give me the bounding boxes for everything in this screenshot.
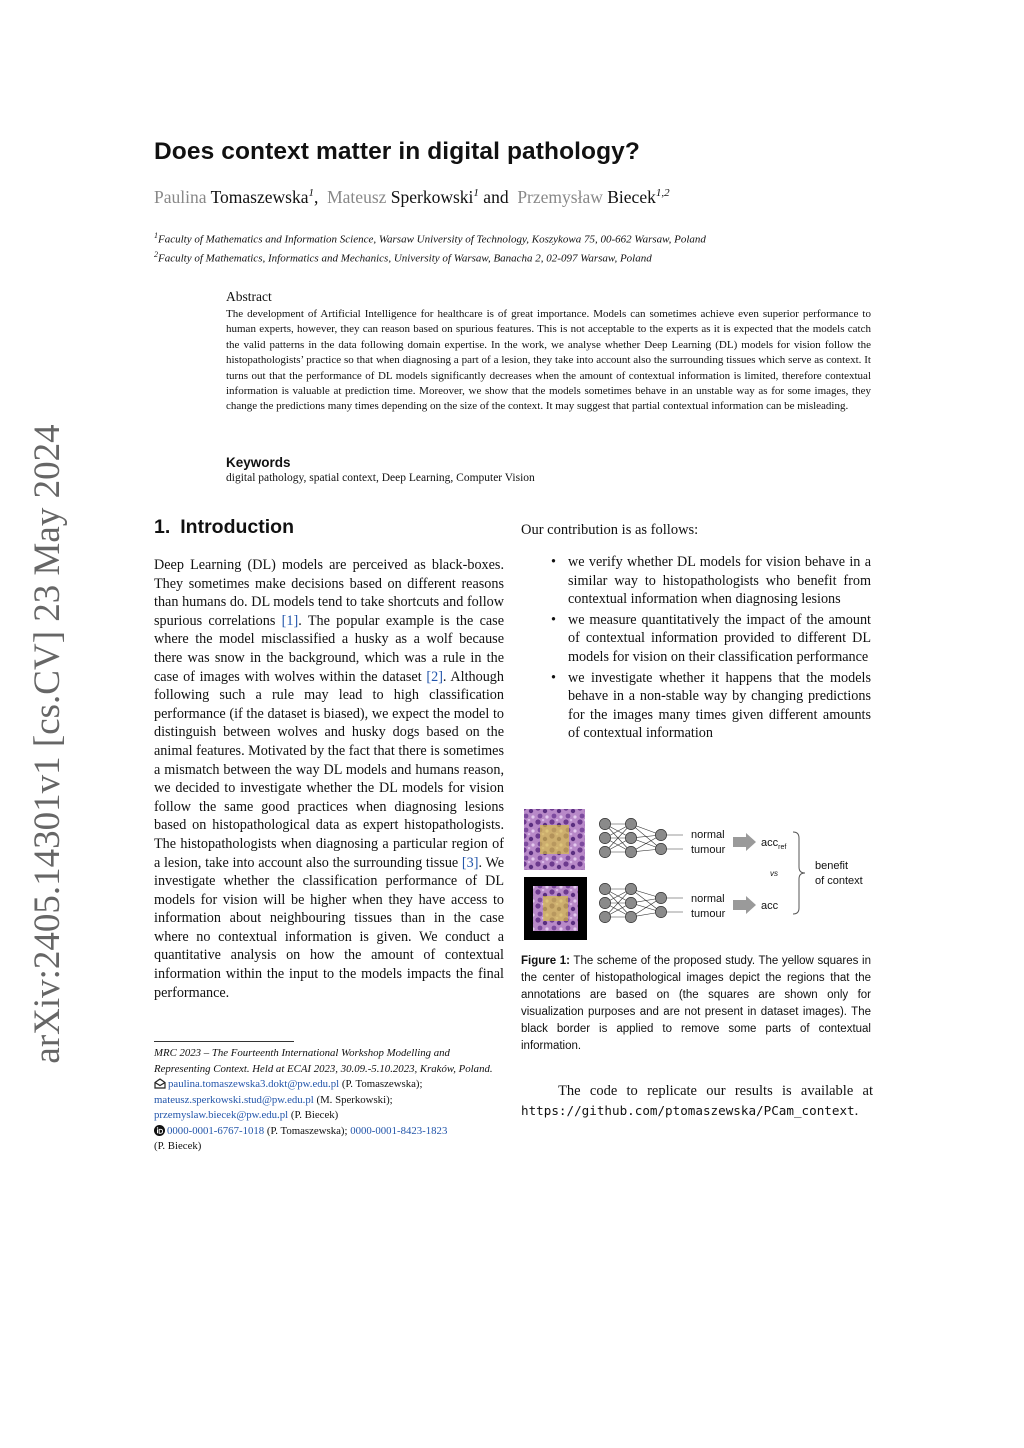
affiliation-number: 1 [154,231,158,240]
intro-text: . Although following such a rule may lead to high classification performance (if the dataset is biased), we expect the model to distinguish between wolves and husky dogs based on the animal features. Motivated by the fact that there is sometimes a mismatch between the way DL models and humans reason, we decided to investigate whether the DL models for vision follow the same good practices when diagnosing lesions based on histopathological data as expert histopathologists. The histopathologists when diagnosing a particular region of a lesion, take into account also the surrounding tissue [154,668,504,871]
affiliation-text: Faculty of Mathematics and Information Science, Warsaw University of Technology, Koszykowa 75, 00-662 Warsaw, Poland [158,233,706,246]
orcid-owner: (P. Tomaszewska); [266,1124,348,1137]
envelope-icon [154,1078,166,1089]
author-given: Paulina [154,187,207,207]
code-availability [521,1082,873,1121]
code-text: The code to replicate our results is available at [558,1083,873,1099]
list-item-text: we verify whether DL models for vision behave in a similar way to histopathologists who benefit from contextual information when diagnosing lesions [568,554,871,608]
list-item [551,553,871,609]
affiliation [154,231,706,246]
orcid-link[interactable]: 0000-0001-8423-1823 [350,1124,448,1137]
code-end: . [854,1103,859,1119]
network-node [655,843,666,854]
network-node [655,829,666,840]
acc-base: acc [761,837,779,849]
intro-text: Deep Learning (DL) models are perceived as black-boxes. They sometimes make decisions based on different reasons than humans do. DL models tend to take shortcuts and follow spurious correlations [154,557,504,629]
network-node [599,846,610,857]
caption-text: The scheme of the proposed study. The yellow squares in the center of histopathological images depict the regions that the annotations are based on (the squares are shown only for visualization purposes and are not present in dataset images). The black border is applied to remove some parts of contextual information. [521,955,871,1052]
class-label-normal: normal [691,893,725,905]
author-separator: and [483,187,509,207]
accuracy-label: acc [761,900,779,912]
versus-label: vs [770,869,778,878]
of-context-label: of context [815,875,863,887]
email-owner: (P. Tomaszewska); [341,1078,423,1090]
author-family: Tomaszewska [210,187,309,207]
list-item-text: we measure quantitatively the impact of the amount of contextual information provided to different DL models for vision on their classification performance [568,611,871,665]
citation-link[interactable]: [2] [426,668,443,685]
intro-text: . We investigate whether the classification performance of DL models for vision will be higher when they have access to information about neighbouring tissues than in the case where no contextual information is given. We conduct a quantitative analysis on how the amount of contextual information within the input to the models impacts the final performance. [154,854,504,1001]
citation-link[interactable]: [1] [281,612,299,629]
bullet-glyph: • [551,611,556,628]
footnote-venue: MRC 2023 – The Fourteenth International Workshop Modelling and Representing Context. Held at ECAI 2023, 30.09.-5.10.2023, Kraków, Poland. [154,1047,493,1075]
footnote [154,1046,504,1155]
accuracy-reference-label [761,837,786,851]
email-link[interactable]: paulina.tomaszewska3.dokt@pw.edu.pl [168,1078,340,1090]
study-scheme-figure [521,805,873,950]
email-link[interactable]: mateusz.sperkowski.stud@pw.edu.pl [154,1093,314,1106]
tissue-image-full-context [524,809,585,870]
tissue-image-limited-context [524,877,587,940]
section-title: Introduction [180,516,294,538]
abstract-text: The development of Artificial Intelligence for healthcare is of great importance. Models can sometimes achieve even superior performance to human experts, however, they can reason based on spurious features. This is not acceptable to the experts as it is expected that the models catch the valid patterns in the data following domain expertise. In the work, we analyse whether Deep Learning (DL) models for vision follow the histopathologists’ practice so that when diagnosing a part of a lesion, they take into account also the surrounding tissues which serve as context. It turns out that the performance of DL models significantly decreases when the amount of contextual information is limited, therefore contextual information is valuable at prediction time. Moreover, we show that the models sometimes behave in an unstable way as for some images, they change the predictions many times depending on the size of the context. It may suggest that partial contextual information can be misleading. [226,308,871,413]
section-heading [154,516,294,539]
author-given: Mateusz [327,187,387,207]
affiliation [154,250,652,265]
list-item [551,611,871,667]
network-node [655,906,666,917]
arxiv-stamp: arXiv:2405.14301v1 [cs.CV] 23 May 2024 [27,424,68,1064]
keywords-text: digital pathology, spatial context, Deep Learning, Computer Vision [226,472,535,484]
footnote-orcids [154,1124,504,1155]
network-node [599,883,610,894]
intro-text: . The popular example is the case where the model misclassified a husky as a wolf because there was snow in the background, which was a rule in the case of images with wolves within the dataset [154,612,504,685]
affiliation-number: 2 [154,250,158,259]
list-item-text: we investigate whether it happens that the models behave in a non-stable way by changing predictions for the images many times given different amounts of contextual information [568,669,871,742]
citation-link[interactable]: [3] [461,854,479,871]
acc-subscript: ref [778,844,787,851]
author-affiliation-mark: 1,2 [655,187,670,200]
network-node [625,846,636,857]
abstract-heading: Abstract [226,289,272,304]
email-owner: (P. Biecek) [290,1109,339,1121]
orcid-icon [154,1125,165,1136]
network-node [625,911,636,922]
network-node [625,897,636,908]
contribution-list [551,553,871,745]
network-node [599,911,610,922]
author-family: Biecek [607,187,656,207]
contribution-lead: Our contribution is as follows: [521,522,699,538]
network-node [625,832,636,843]
class-label-normal: normal [691,829,725,841]
neural-network-icon [605,889,683,917]
footnote-emails [154,1077,504,1124]
network-node [599,832,610,843]
author-list [154,187,670,208]
author-affiliation-mark: 1 [308,187,314,200]
benefit-label: benefit [815,860,849,872]
caption-label: Figure 1: [521,955,570,967]
author-family: Sperkowski [390,187,474,207]
figure-caption [521,953,871,1055]
brace-icon [793,832,805,914]
email-owner: (M. Sperkowski); [316,1093,393,1106]
network-node [599,818,610,829]
keywords-heading: Keywords [226,455,291,470]
introduction-paragraph [154,556,504,1002]
orcid-link[interactable]: 0000-0001-6767-1018 [167,1124,265,1137]
arrow-icon [733,833,756,851]
email-link[interactable]: przemyslaw.biecek@pw.edu.pl [154,1109,289,1121]
class-label-tumour: tumour [691,908,726,920]
footnote-rule [154,1041,294,1042]
network-node [655,892,666,903]
bullet-glyph: • [551,669,556,686]
list-item [551,669,871,743]
author-given: Przemysław [517,187,603,207]
arrow-icon [733,896,756,914]
author-affiliation-mark: 1 [473,187,479,200]
paper-title: Does context matter in digital pathology? [154,138,640,165]
bullet-glyph: • [551,554,556,570]
neural-network-icon [605,824,683,852]
repository-link[interactable]: https://github.com/ptomaszewska/PCam_context [521,1103,855,1118]
section-number: 1. [154,516,171,538]
author-separator: , [313,187,319,207]
class-label-tumour: tumour [691,844,726,856]
network-node [625,883,636,894]
network-node [599,897,610,908]
affiliation-text: Faculty of Mathematics, Informatics and Mechanics, University of Warsaw, Banacha 2, 02-097 Warsaw, Poland [158,252,652,265]
network-node [625,818,636,829]
orcid-owner: (P. Biecek) [154,1140,202,1152]
